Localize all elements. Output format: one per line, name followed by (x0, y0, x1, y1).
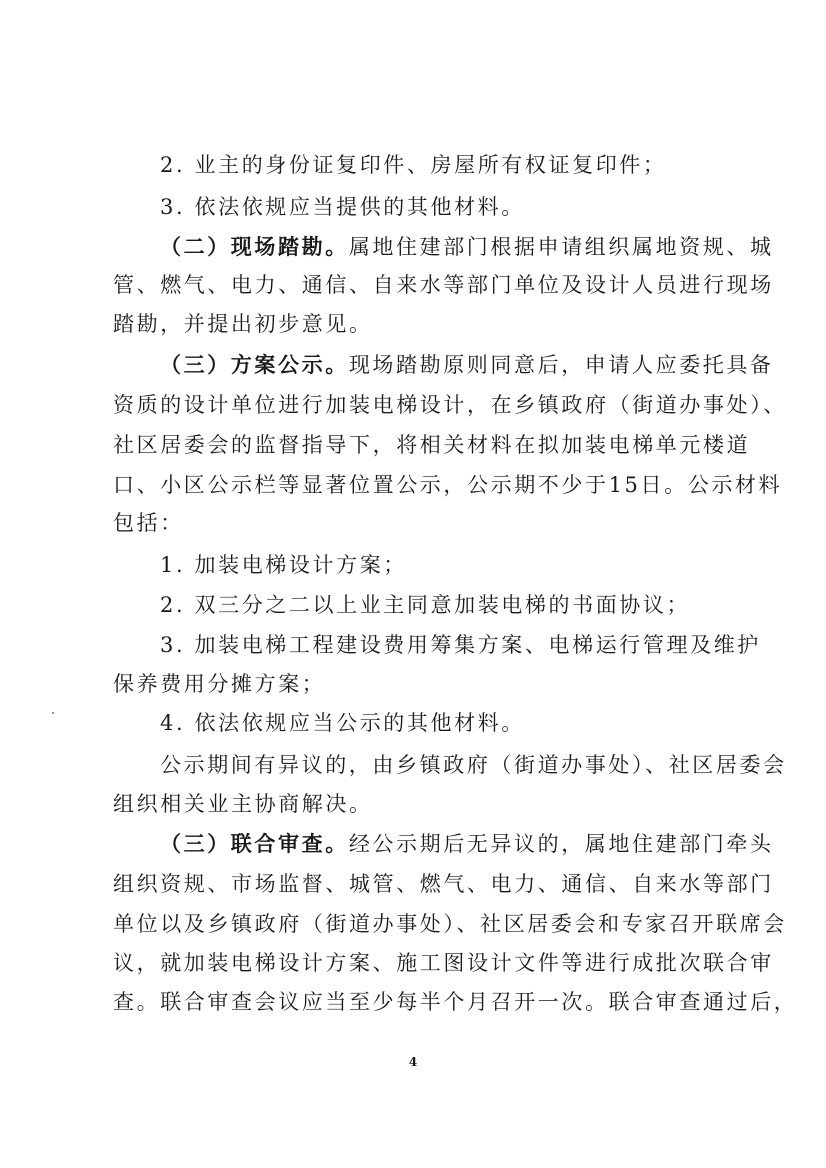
paragraph-line: 管、燃气、电力、通信、自来水等部门单位及设计人员进行现场 (113, 273, 774, 297)
section-text: 现场踏勘原则同意后，申请人应委托具备 (348, 353, 774, 377)
paragraph-line: 组织相关业主协商解决。 (113, 792, 373, 816)
paragraph-line: 口、小区公示栏等显著位置公示，公示期不少于15日。公示材料 (113, 473, 783, 497)
paragraph-line: 单位以及乡镇政府（街道办事处）、社区居委会和专家召开联席会 (113, 912, 787, 936)
paragraph-line: 议，就加装电梯设计方案、施工图设计文件等进行成批次联合审 (113, 951, 774, 975)
list-item-funding-plan: 3. 加装电梯工程建设费用筹集方案、电梯运行管理及维护 (160, 633, 761, 657)
paragraph-line: 踏勘，并提出初步意见。 (113, 312, 373, 336)
paragraph-line: 公示期间有异议的，由乡镇政府（街道办事处）、社区居委会 (160, 753, 787, 777)
paragraph-line: 包括： (113, 511, 184, 535)
section-text: 属地住建部门根据申请组织属地资规、城 (348, 235, 774, 259)
section-heading-plan-publicity: （三）方案公示。 (160, 352, 349, 377)
paragraph-line: 查。联合审查会议应当至少每半个月召开一次。联合审查通过后， (113, 990, 798, 1014)
list-item-owner-id: 2. 业主的身份证复印件、房屋所有权证复印件； (160, 153, 667, 177)
section-plan-publicity-line1 (160, 350, 774, 380)
section-heading-joint-review: （三）联合审查。 (160, 831, 349, 856)
list-item-other-publicity: 4. 依法依规应当公示的其他材料。 (160, 711, 525, 735)
section-site-survey-line1 (160, 232, 774, 262)
list-item-design-plan: 1. 加装电梯设计方案； (160, 553, 407, 577)
section-text: 经公示期后无异议的，属地住建部门牵头 (348, 832, 774, 856)
section-heading-site-survey: （二）现场踏勘。 (160, 234, 349, 259)
paragraph-line: 社区居委会的监督指导下，将相关材料在拟加装电梯单元楼道 (113, 433, 751, 457)
list-item-agreement: 2. 双三分之二以上业主同意加装电梯的书面协议； (160, 593, 691, 617)
scan-speck (52, 712, 54, 714)
section-joint-review-line1 (160, 829, 774, 859)
list-item-other-materials: 3. 依法依规应当提供的其他材料。 (160, 195, 525, 219)
paragraph-line: 组织资规、市场监督、城管、燃气、电力、通信、自来水等部门 (113, 872, 774, 896)
paragraph-line: 资质的设计单位进行加装电梯设计，在乡镇政府（街道办事处）、 (113, 393, 787, 417)
paragraph-line: 保养费用分摊方案； (113, 672, 326, 696)
page-number: 4 (408, 1055, 418, 1069)
